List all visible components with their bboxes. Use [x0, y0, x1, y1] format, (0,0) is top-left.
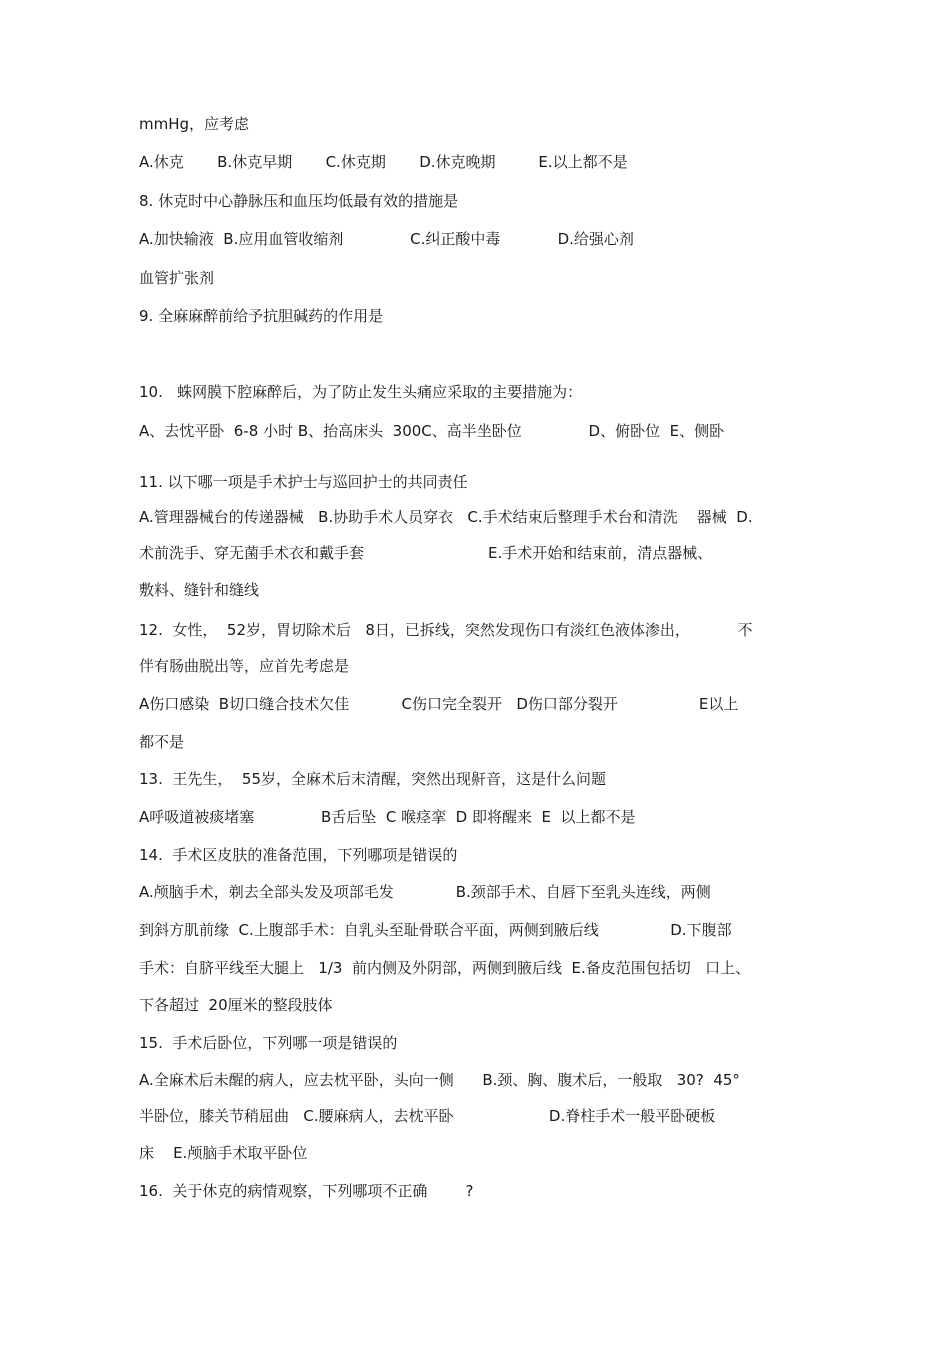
- text-line: 9. 全麻麻醉前给予抗胆碱药的作用是: [139, 307, 384, 325]
- text-line: 敷料、缝针和缝线: [139, 581, 260, 599]
- text-line: 8. 休克时中心静脉压和血压均低最有效的措施是: [139, 192, 459, 210]
- text-line: A.全麻术后未醒的病人，应去枕平卧，头向一侧 B.颈、胸、腹术后，一般取 30? 45°: [139, 1071, 740, 1089]
- text-line: 下各超过 20厘米的整段肢体: [139, 996, 333, 1014]
- text-line: A.休克 B.休克早期 C.休克期 D.休克晚期 E.以上都不是: [139, 153, 628, 171]
- text-line: A.颅脑手术，剃去全部头发及项部毛发 B.颈部手术、自唇下至乳头连线，两侧: [139, 883, 711, 901]
- text-line: A.加快输液 B.应用血管收缩剂 C.纠正酸中毒 D.给强心剂: [139, 230, 634, 248]
- text-line: 11. 以下哪一项是手术护士与巡回护士的共同责任: [139, 473, 468, 491]
- text-line: A.管理器械台的传递器械 B.协助手术人员穿衣 C.手术结束后整理手术台和清洗 器械 D.: [139, 508, 753, 526]
- text-line: 13. 王先生， 55岁，全麻术后末清醒，突然出现鼾音，这是什么问题: [139, 770, 607, 788]
- text-line: 都不是: [139, 733, 185, 751]
- text-line: 15. 手术后卧位，下列哪一项是错误的: [139, 1034, 398, 1052]
- text-line: 手术：自脐平线至大腿上 1/3 前内侧及外阴部，两侧到腋后线 E.备皮范围包括切 口上、: [139, 959, 751, 977]
- text-line: A伤口感染 B切口缝合技术欠佳 C伤口完全裂开 D伤口部分裂开 E以上: [139, 695, 739, 713]
- text-line: 术前洗手、穿无菌手术衣和戴手套 E.手术开始和结束前，清点器械、: [139, 544, 713, 562]
- text-line: A呼吸道被痰堵塞 B舌后坠 C 喉痉挛 D 即将醒来 E 以上都不是: [139, 808, 636, 826]
- text-line: 12. 女性， 52岁，胃切除术后 8日，已拆线，突然发现伤口有淡红色液体渗出， 不: [139, 621, 753, 639]
- text-line: 伴有肠曲脱出等，应首先考虑是: [139, 657, 350, 675]
- text-line: mmHg，应考虑: [139, 115, 250, 133]
- text-line: 16. 关于休克的病情观察，下列哪项不正确 ?: [139, 1182, 474, 1200]
- text-line: 14. 手术区皮肤的准备范围，下列哪项是错误的: [139, 846, 458, 864]
- text-line: 床 E.颅脑手术取平卧位: [139, 1144, 308, 1162]
- text-line: A、去忱平卧 6-8 小时 B、抬高床头 300C、高半坐卧位 D、俯卧位 E、侧卧: [139, 422, 725, 440]
- text-line: 10. 蛛网膜下腔麻醉后，为了防止发生头痛应采取的主要措施为：: [139, 383, 583, 401]
- text-line: 血管扩张剂: [139, 269, 215, 287]
- text-line: 半卧位，膝关节稍屈曲 C.腰麻病人，去枕平卧 D.脊柱手术一般平卧硬板: [139, 1107, 716, 1125]
- text-line: 到斜方肌前缘 C.上腹部手术：自乳头至耻骨联合平面，两侧到腋后线 D.下腹部: [139, 921, 732, 939]
